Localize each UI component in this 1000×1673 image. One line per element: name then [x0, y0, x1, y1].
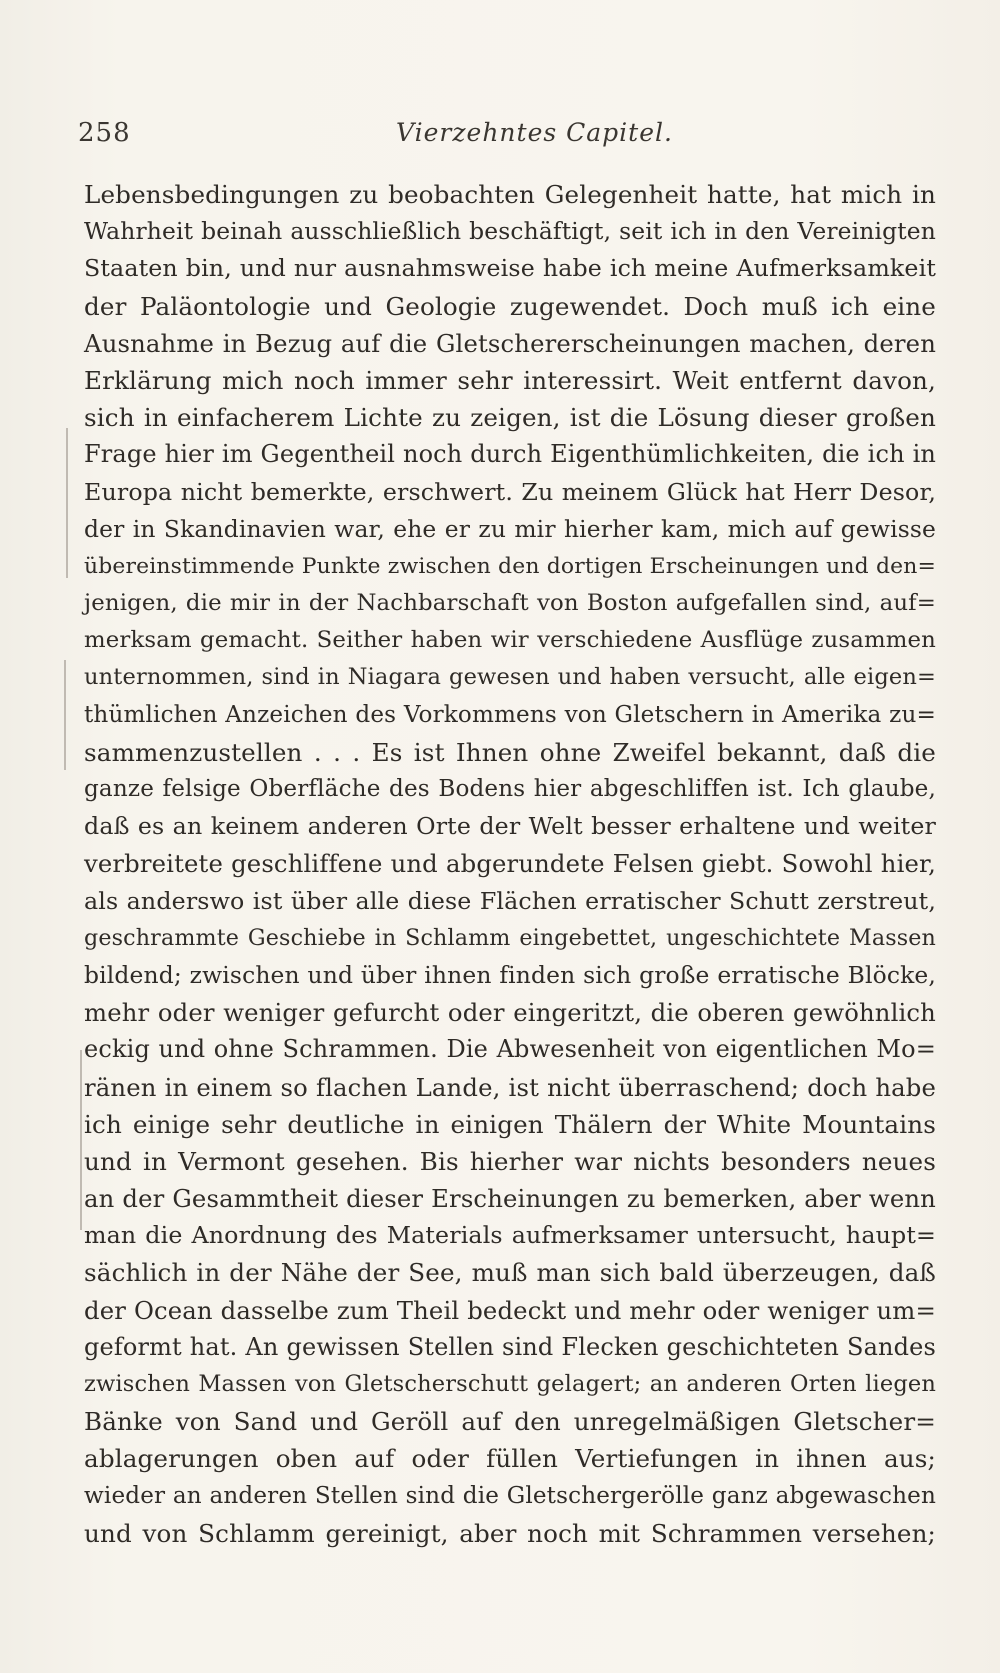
text-line: daß es an keinem anderen Orte der Welt besser erhaltene und weiter	[84, 812, 936, 841]
text-line: ganze felsige Oberfläche des Bodens hier abgeschliffen ist. Ich glaube,	[84, 776, 936, 802]
text-line: und in Vermont gesehen. Bis hierher war nichts besonders neues	[84, 1146, 936, 1176]
text-line: Ausnahme in Bezug auf die Gletschererscheinungen machen, deren	[84, 328, 936, 358]
margin-pencil-mark	[66, 428, 68, 578]
running-head: Vierzehntes Capitel.	[396, 118, 673, 147]
text-line: geschrammte Geschiebe in Schlamm eingebettet, ungeschichtete Massen	[84, 924, 936, 951]
text-line: sammenzustellen . . . Es ist Ihnen ohne Zweifel bekannt, daß die	[84, 737, 936, 767]
text-line: wieder an anderen Stellen sind die Gletschergerölle ganz abgewaschen	[84, 1482, 936, 1509]
text-line: der in Skandinavien war, ehe er zu mir hierher kam, mich auf gewisse	[84, 514, 936, 543]
text-line: merksam gemacht. Seither haben wir verschiedene Ausflüge zusammen	[84, 627, 936, 654]
text-line: thümlichen Anzeichen des Vorkommens von Gletschern in Amerika zu=	[84, 701, 936, 728]
text-line: als anderswo ist über alle diese Flächen erratischer Schutt zerstreut,	[84, 886, 936, 915]
text-line: zwischen Massen von Gletscherschutt gelagert; an anderen Orten liegen	[84, 1371, 936, 1397]
text-line: ränen in einem so flachen Lande, ist nicht überraschend; doch habe	[84, 1072, 936, 1102]
margin-pencil-mark	[64, 660, 66, 770]
margin-pencil-mark	[80, 1050, 82, 1230]
text-line: Frage hier im Gegentheil noch durch Eigenthümlichkeiten, die ich in	[84, 440, 936, 469]
text-line: der Paläontologie und Geologie zugewendet. Doch muß ich eine	[84, 291, 936, 321]
text-line: ich einige sehr deutliche in einigen Thälern der White Mountains	[84, 1109, 936, 1139]
text-line: mehr oder weniger gefurcht oder eingeritzt, die oberen gewöhnlich	[84, 998, 936, 1028]
page-header	[78, 118, 934, 158]
text-line: ablagerungen oben auf oder füllen Vertiefungen in ihnen aus;	[84, 1444, 936, 1474]
text-line: jenigen, die mir in der Nachbarschaft von Boston aufgefallen sind, auf=	[84, 590, 936, 617]
page-number: 258	[78, 118, 131, 148]
text-line: Europa nicht bemerkte, erschwert. Zu meinem Glück hat Herr Desor,	[84, 477, 936, 506]
text-line: unternommen, sind in Niagara gewesen und haben versucht, alle eigen=	[84, 664, 936, 691]
text-line: bildend; zwischen und über ihnen finden sich große erratische Blöcke,	[84, 960, 936, 989]
text-line: der Ocean dasselbe zum Theil bedeckt und mehr oder weniger um=	[84, 1295, 936, 1325]
text-line: übereinstimmende Punkte zwischen den dortigen Erscheinungen und den=	[84, 553, 936, 579]
text-line: sich in einfacherem Lichte zu zeigen, ist die Lösung dieser großen	[84, 403, 936, 433]
text-line: Wahrheit beinah ausschließlich beschäftigt, seit ich in den Vereinigten	[84, 217, 936, 246]
text-line: sächlich in der Nähe der See, muß man sich bald überzeugen, daß	[84, 1258, 936, 1288]
text-line: Erklärung mich noch immer sehr interessirt. Weit entfernt davon,	[84, 365, 936, 395]
text-line: man die Anordnung des Materials aufmerksamer untersucht, haupt=	[84, 1221, 936, 1250]
text-line: verbreitete geschliffene und abgerundete Felsen giebt. Sowohl hier,	[84, 849, 936, 879]
text-line: eckig und ohne Schrammen. Die Abwesenheit von eigentlichen Mo=	[84, 1035, 936, 1064]
body-text	[84, 176, 936, 1552]
text-line: Staaten bin, und nur ausnahmsweise habe ich meine Aufmerksamkeit	[84, 254, 936, 283]
text-line: Bänke von Sand und Geröll auf den unregelmäßigen Gletscher=	[84, 1407, 936, 1437]
text-line: geformt hat. An gewissen Stellen sind Flecken geschichteten Sandes	[84, 1332, 936, 1361]
text-line: und von Schlamm gereinigt, aber noch mit Schrammen versehen;	[84, 1518, 936, 1548]
text-line: Lebensbedingungen zu beobachten Gelegenheit hatte, hat mich in	[84, 180, 936, 209]
text-line: an der Gesammtheit dieser Erscheinungen zu bemerken, aber wenn	[84, 1184, 936, 1214]
